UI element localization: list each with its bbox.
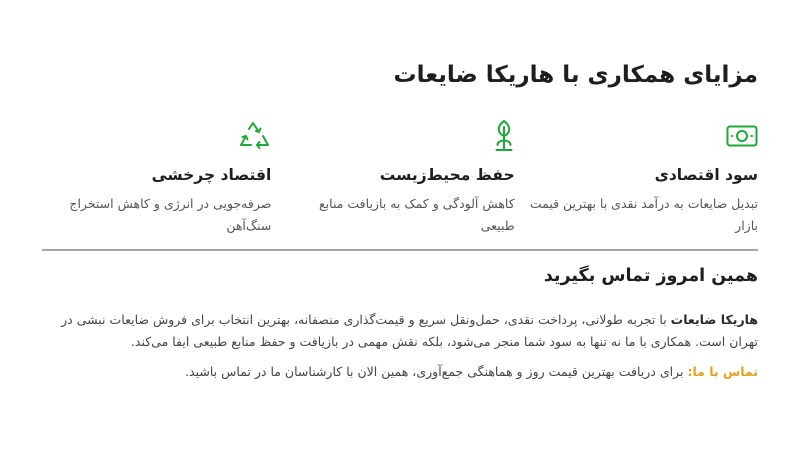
feature-title: سود اقتصادی [654,166,758,184]
contact-cta [42,361,758,383]
feature-description: صرفه‌جویی در انرژی و کاهش استخراج سنگ‌آهن [69,196,272,233]
benefits-title: مزایای همکاری با هاریکا ضایعات [393,62,758,88]
feature-title: حفظ محیط‌زیست [379,166,515,184]
tree-icon [285,118,514,154]
contact-title: همین امروز تماس بگیرید [543,266,758,286]
contact-us-label: تماس با ما: [687,364,758,379]
feature-card-economic [529,118,758,237]
feature-title: اقتصاد چرخشی [151,166,272,184]
contact-description [42,309,758,353]
recycle-icon [42,118,271,154]
contact-body-text: با تجربه طولانی، پرداخت نقدی، حمل‌ونقل سریع و قیمت‌گذاری منصفانه، بهترین انتخاب برای فروش ضایعات نبشی در تهران است. همکاری با ما نه تنها به سود شما منجر می‌شود، بلکه نقش مهمی در بازیافت و حفظ منابع طبیعی ایفا می‌کند. [61,312,758,349]
brand-name: هاریکا ضایعات [670,312,758,327]
feature-description: کاهش آلودگی و کمک به بازیافت منابع طبیعی [319,196,515,233]
features-row [42,118,758,237]
feature-card-environment [285,118,514,237]
feature-description: تبدیل ضایعات به درآمد نقدی با بهترین قیمت بازار [529,196,758,233]
feature-card-circular-economy [42,118,271,237]
money-bill-icon [529,118,758,154]
contact-cta-text: برای دریافت بهترین قیمت روز و هماهنگی جمع‌آوری، همین الان با کارشناسان ما در تماس باشید. [185,364,688,379]
section-divider [42,249,758,251]
